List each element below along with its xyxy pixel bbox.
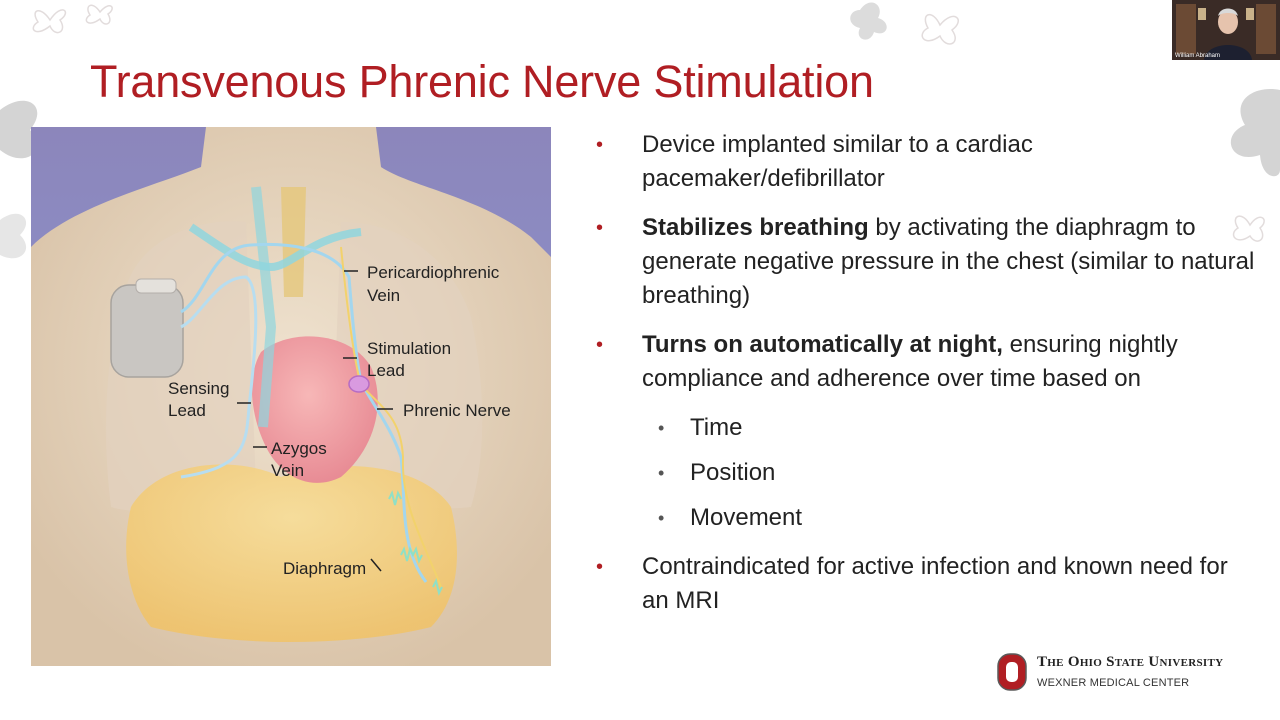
bullet-text: Contraindicated for active infection and known need for an MRI — [642, 553, 1228, 614]
sub-bullet-text: Position — [690, 459, 776, 486]
medical-center-name: WEXNER MEDICAL CENTER — [1037, 677, 1190, 689]
device-header — [136, 279, 176, 293]
pulse-generator-device — [111, 285, 183, 377]
slide-title: Transvenous Phrenic Nerve Stimulation — [90, 56, 874, 107]
bullet-bold-text: Turns on automatically at night, — [642, 331, 1003, 358]
sub-bullet-text: Movement — [690, 504, 803, 531]
university-logo — [997, 652, 1267, 694]
stimulation-electrode — [349, 376, 369, 392]
bullet-text: Device implanted similar to a cardiac pacemaker/defibrillator — [642, 131, 1033, 192]
label-azygos: Azygos — [271, 439, 327, 458]
label-azygos-vein: Vein — [271, 461, 305, 480]
video-participant-tile[interactable] — [1172, 0, 1280, 60]
list-item — [596, 128, 1256, 196]
bullet-text: ensuring nightly compliance and adherence over time based on — [642, 331, 1178, 392]
bullet-dot-icon: • — [596, 334, 604, 356]
label-pericardiophrenic: Pericardiophrenic — [367, 263, 500, 282]
bullet-dot-icon: • — [596, 556, 604, 578]
bullet-bold-text: Stabilizes breathing — [642, 214, 869, 241]
trachea — [281, 187, 306, 297]
participant-video-icon — [1172, 0, 1280, 60]
list-item — [596, 211, 1256, 313]
block-o-logo-icon — [997, 653, 1027, 691]
list-item — [596, 328, 1256, 396]
bullet-list — [596, 128, 1256, 633]
bullet-dot-icon: • — [596, 217, 604, 239]
flower-decoration-icon — [840, 0, 980, 60]
diaphragm-shape — [126, 465, 457, 642]
label-sensing-lead: Lead — [168, 401, 206, 420]
flower-decoration-icon — [20, 0, 130, 40]
sub-list-item — [596, 411, 1256, 445]
university-name: The Ohio State University — [1037, 654, 1224, 670]
list-item — [596, 550, 1256, 618]
sub-bullet-text: Time — [690, 414, 743, 441]
sub-bullet-dot-icon: • — [658, 418, 665, 438]
label-stimulation: Stimulation — [367, 339, 452, 358]
bullet-text: by activating the diaphragm to generate negative pressure in the chest (similar to natural breathing) — [642, 214, 1255, 309]
label-diaphragm: Diaphragm — [283, 559, 367, 578]
label-pericardiophrenic-vein: Vein — [367, 286, 401, 305]
sub-list-item — [596, 501, 1256, 535]
sub-bullet-dot-icon: • — [658, 508, 665, 528]
sub-bullet-dot-icon: • — [658, 463, 665, 483]
anatomy-illustration — [31, 127, 551, 666]
label-stimulation-lead: Lead — [367, 361, 405, 380]
label-sensing: Sensing — [168, 379, 230, 398]
label-phrenic-nerve: Phrenic Nerve — [403, 401, 511, 420]
bullet-dot-icon: • — [596, 134, 604, 156]
participant-name: William Abraham — [1175, 53, 1221, 59]
sub-list-item — [596, 456, 1256, 490]
